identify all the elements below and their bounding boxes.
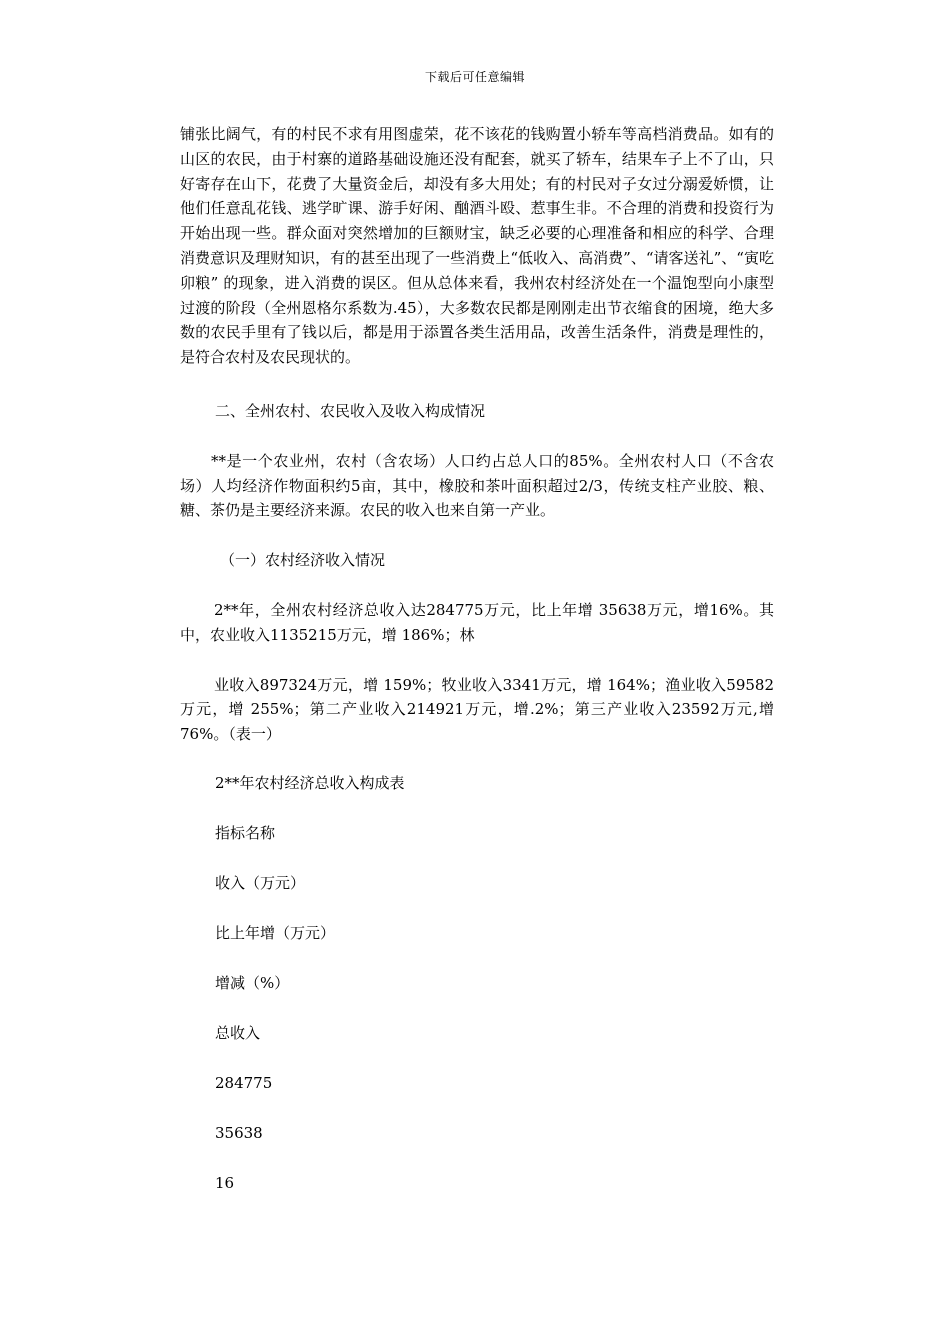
table-title: 2**年农村经济总收入构成表	[215, 773, 405, 792]
paragraph-income-total: 2**年，全州农村经济总收入达284775万元，比上年增 35638万元，增16%。其中，农业收入1135215万元，增 186%；林	[180, 600, 774, 644]
paragraph-consumption: 铺张比阔气，有的村民不求有用图虚荣，花不该花的钱购置小轿车等高档消费品。如有的山区的农民，由于村寨的道路基础设施还没有配套，就买了轿车，结果车子上不了山，只好寄存在山下，花费了大量资金后，却没有多大用处；有的村民对子女过分溺爱娇惯，让他们任意乱花钱、逃学旷课、游手好闲、酗酒斗殴、惹事生非。不合理的消费和投资行为开始出现一些。群众面对突然增加的巨额财宝，缺乏必要的心理准备和相应的科学、合理消费意识及理财知识，有的甚至出现了一些消费上“低收入、高消费”、“请客送礼”、“寅吃卯粮” 的现象，进入消费的误区。但从总体来看，我州农村经济处在一个温饱型向小康型过渡的阶段（全州恩格尔系数为.45），大多数农民都是刚刚走出节衣缩食的困境，绝大多数的农民手里有了钱以后，都是用于添置各类生活用品，改善生活条件，消费是理性的，是符合农村及农民现状的。	[180, 125, 774, 367]
subsection-heading-rural-income: （一）农村经济收入情况	[220, 551, 386, 570]
page-header-note: 下载后可任意编辑	[424, 70, 525, 84]
table-header-indicator: 指标名称	[215, 823, 276, 842]
table-header-change-percent: 增减（%）	[215, 973, 290, 992]
paragraph-agriculture-intro: **是一个农业州，农村（含农场）人口约占总人口的85%。全州农村人口（不含农场）人均经济作物面积约5亩，其中，橡胶和茶叶面积超过2/3，传统支柱产业胶、粮、糖、茶仍是主要经济来源。农民的收入也来自第一产业。	[180, 451, 774, 520]
table-cell-total-percent: 16	[215, 1173, 235, 1192]
table-cell-total-increase: 35638	[215, 1123, 263, 1142]
table-header-income: 收入（万元）	[215, 873, 306, 892]
table-header-increase: 比上年增（万元）	[215, 923, 336, 942]
paragraph-income-breakdown: 业收入897324万元，增 159%；牧业收入3341万元，增 164%；渔业收入59582万元，增 255%；第二产业收入214921万元，增.2%；第三产业收入23592万元,增76%。（表一）	[180, 675, 774, 744]
table-cell-total-label: 总收入	[215, 1023, 261, 1042]
table-cell-total-income: 284775	[215, 1073, 273, 1092]
document-body	[180, 122, 774, 1196]
section-heading-income: 二、全州农村、农民收入及收入构成情况	[215, 401, 486, 420]
